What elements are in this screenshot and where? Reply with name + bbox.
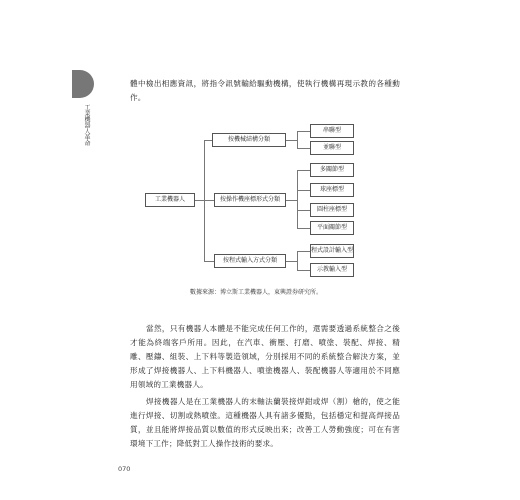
connector [297, 131, 298, 148]
connector [297, 170, 298, 228]
root-box: 工業機器人 [145, 193, 195, 207]
body-paragraph: 當然，只有機器人本體是不能完成任何工作的，還需要透過系統整合之後才能為終端客戶所用。因此，在汽車、衝壓、打磨、噴塗、裝配、焊接、精雕、壓鑄、組裝、上下料等製造領域，分別採用不同的系統整合解決方案，並形成了焊接機器人、上下料機器人、噴塗機器人、裝配機器人等適用於不同應用領域的工業機器人。 [130, 324, 400, 389]
connector [297, 251, 310, 252]
connector [204, 200, 214, 201]
connector [285, 200, 297, 201]
chapter-tab [72, 70, 94, 98]
leaf-box: 示教輸入型 [310, 263, 354, 277]
connector [194, 200, 204, 201]
chapter-side-label: 工業機器人革命 [83, 104, 90, 146]
connector [297, 270, 310, 271]
connector [285, 261, 297, 262]
connector [297, 170, 310, 171]
leaf-box: 並聯型 [310, 141, 354, 155]
leaf-box: 球座標型 [310, 183, 354, 197]
leaf-box: 平面關節型 [310, 221, 354, 235]
category-box-structure: 按機械結構分類 [212, 133, 286, 147]
leaf-box: 程式設計輸入型 [310, 244, 354, 258]
category-box-coordinate: 按操作機座標形式分類 [214, 193, 286, 207]
connector [204, 261, 214, 262]
intro-paragraph: 體中檢出相應資訊，將指令訊號輸給驅動機構，使執行機構再現示教的各種動作。 [130, 79, 400, 102]
body-paragraph: 焊接機器人是在工業機器人的末軸法蘭裝接焊鉗或焊（割）槍的，使之能進行焊接、切割或熱噴塗。這種機器人具有諸多優點，包括穩定和提高焊接品質，並且能將焊接品質以數值的形式反映出來；改善工人勞動強度；可在有害環境下工作；降低對工人操作技術的要求。 [130, 397, 400, 448]
connector [297, 251, 298, 271]
classification-diagram [140, 120, 390, 280]
connector [297, 228, 310, 229]
connector [297, 131, 310, 132]
connector [204, 140, 205, 262]
figure-caption: 數據來源：博立斯工業機器人，東興證券研究所。 [190, 289, 323, 296]
leaf-box: 多關節型 [310, 163, 354, 177]
connector [297, 148, 310, 149]
connector [285, 140, 297, 141]
leaf-box: 圓柱座標型 [310, 203, 354, 217]
leaf-box: 串聯型 [310, 124, 354, 138]
connector [297, 190, 310, 191]
connector [297, 210, 310, 211]
page-number: 070 [118, 465, 131, 473]
category-box-program-input: 按程式輸入方式分類 [214, 254, 286, 268]
